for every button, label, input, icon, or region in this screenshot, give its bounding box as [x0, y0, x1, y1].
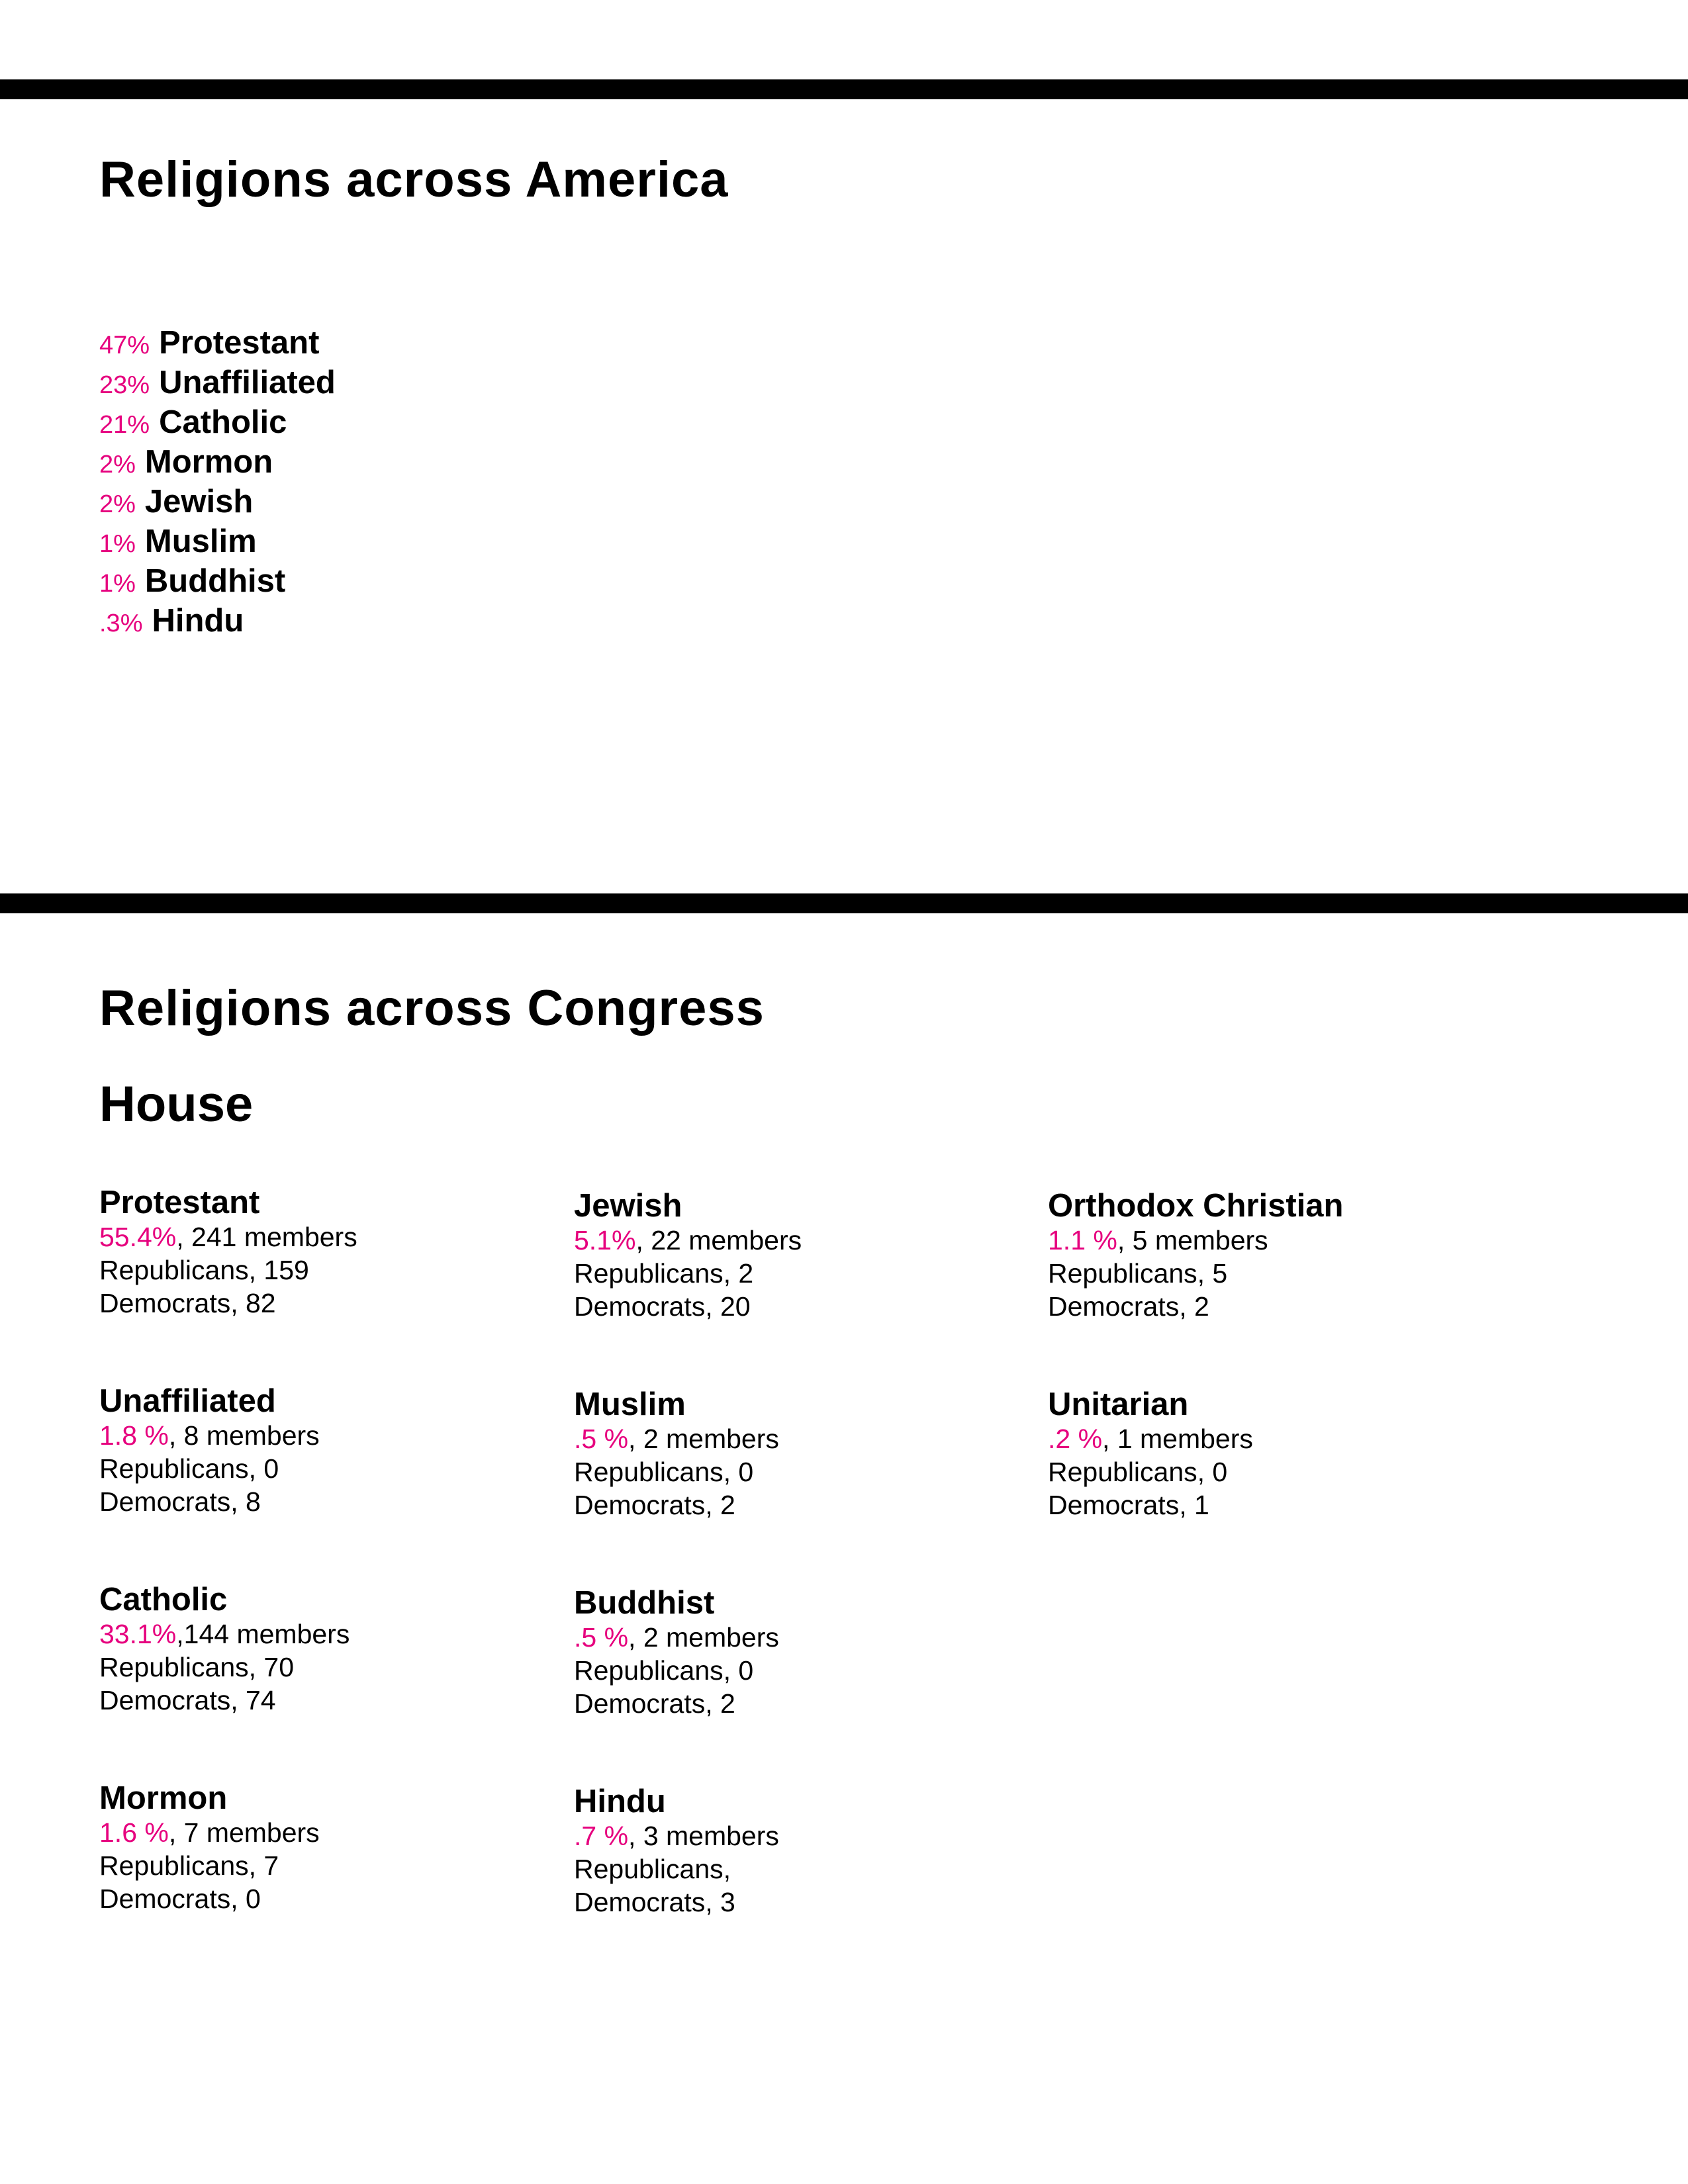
religion-name: Protestant [159, 325, 320, 361]
democrats-count: Democrats, 2 [574, 1688, 735, 1719]
religion-entry-catholic [99, 1582, 549, 1780]
religion-name: Catholic [99, 1582, 228, 1617]
list-item [99, 402, 336, 442]
religion-name: Hindu [152, 603, 244, 639]
religion-name: Orthodox Christian [1048, 1188, 1344, 1224]
members-count: , 3 members [628, 1821, 779, 1851]
percent-label: 1.6 % [99, 1817, 169, 1848]
congress-title: Religions across Congress [99, 980, 765, 1036]
members-count: ,144 members [176, 1619, 350, 1649]
republicans-count: Republicans, 159 [99, 1255, 309, 1285]
republicans-count: Republicans, 7 [99, 1850, 279, 1881]
share-line [99, 1220, 549, 1253]
religion-name: Muslim [574, 1387, 686, 1422]
religion-name: Catholic [159, 404, 287, 440]
religion-name: Hindu [574, 1784, 666, 1819]
share-line [574, 1422, 1024, 1455]
section-divider-rule [0, 893, 1688, 913]
democrats-count: Democrats, 2 [574, 1490, 735, 1520]
religion-name: Muslim [144, 523, 257, 559]
religion-entry-protestant [99, 1185, 549, 1383]
percent-label: .5 % [574, 1424, 629, 1454]
democrats-count: Democrats, 2 [1048, 1291, 1209, 1322]
religion-name: Unaffiliated [159, 365, 336, 400]
republicans-count: Republicans, 0 [1048, 1457, 1228, 1487]
percent-label: .3% [99, 610, 143, 637]
religion-name: Mormon [99, 1780, 228, 1816]
religion-name: Jewish [144, 484, 254, 520]
republicans-count: Republicans, 0 [574, 1655, 754, 1686]
democrats-count: Democrats, 3 [574, 1887, 735, 1917]
percent-label: 1.1 % [1048, 1225, 1117, 1255]
list-item [99, 323, 336, 363]
house-subtitle: House [99, 1076, 254, 1132]
members-count: , 22 members [635, 1225, 802, 1255]
share-line [1048, 1224, 1498, 1257]
religion-name: Buddhist [144, 563, 286, 599]
house-column-1 [99, 1185, 549, 1979]
percent-label: 21% [99, 411, 150, 439]
share-line [99, 1816, 549, 1849]
percent-label: 1% [99, 570, 136, 598]
share-line [574, 1224, 1024, 1257]
list-item [99, 442, 336, 482]
percent-label: 33.1% [99, 1619, 177, 1649]
percent-label: 5.1% [574, 1225, 636, 1255]
religion-name: Unitarian [1048, 1387, 1189, 1422]
share-line [99, 1617, 549, 1651]
share-line [574, 1819, 1024, 1852]
republicans-count: Republicans, 5 [1048, 1258, 1228, 1289]
members-count: , 1 members [1102, 1424, 1253, 1454]
democrats-count: Democrats, 82 [99, 1288, 276, 1318]
percent-label: 2% [99, 451, 136, 478]
religion-name: Mormon [144, 444, 273, 480]
share-line [99, 1419, 549, 1452]
top-divider-rule [0, 79, 1688, 99]
share-line [1048, 1422, 1498, 1455]
house-column-3 [1048, 1188, 1498, 1585]
republicans-count: Republicans, 0 [99, 1453, 279, 1484]
percent-label: 23% [99, 371, 150, 399]
democrats-count: Democrats, 8 [99, 1486, 261, 1517]
members-count: , 2 members [628, 1424, 779, 1454]
religion-entry-hindu [574, 1784, 1024, 1982]
list-item [99, 601, 336, 641]
democrats-count: Democrats, 0 [99, 1884, 261, 1914]
republicans-count: Republicans, 2 [574, 1258, 754, 1289]
religion-entry-buddhist [574, 1585, 1024, 1784]
religion-entry-unaffiliated [99, 1383, 549, 1582]
republicans-count: Republicans, 0 [574, 1457, 754, 1487]
democrats-count: Democrats, 74 [99, 1685, 276, 1715]
percent-label: .5 % [574, 1622, 629, 1653]
percent-label: 1.8 % [99, 1420, 169, 1451]
members-count: , 2 members [628, 1622, 779, 1653]
percent-label: 55.4% [99, 1222, 177, 1252]
republicans-count: Republicans, 70 [99, 1652, 295, 1682]
america-title: Religions across America [99, 152, 729, 208]
percent-label: 2% [99, 490, 136, 518]
list-item [99, 363, 336, 402]
list-item [99, 482, 336, 522]
religion-entry-jewish [574, 1188, 1024, 1387]
percent-label: .7 % [574, 1821, 629, 1851]
religion-entry-muslim [574, 1387, 1024, 1585]
religion-name: Protestant [99, 1185, 260, 1220]
religion-name: Unaffiliated [99, 1383, 276, 1419]
members-count: , 8 members [168, 1420, 320, 1451]
members-count: , 241 members [176, 1222, 357, 1252]
house-column-2 [574, 1188, 1024, 1982]
members-count: , 7 members [168, 1817, 320, 1848]
democrats-count: Democrats, 20 [574, 1291, 751, 1322]
religion-entry-orthodox-christian [1048, 1188, 1498, 1387]
percent-label: 1% [99, 530, 136, 558]
republicans-count: Republicans, [574, 1854, 731, 1884]
members-count: , 5 members [1117, 1225, 1268, 1255]
share-line [574, 1621, 1024, 1654]
percent-label: .2 % [1048, 1424, 1103, 1454]
religion-entry-mormon [99, 1780, 549, 1979]
religion-entry-unitarian [1048, 1387, 1498, 1585]
religion-name: Buddhist [574, 1585, 715, 1621]
list-item [99, 522, 336, 561]
america-religion-list [99, 323, 336, 641]
democrats-count: Democrats, 1 [1048, 1490, 1209, 1520]
list-item [99, 561, 336, 601]
religion-name: Jewish [574, 1188, 682, 1224]
percent-label: 47% [99, 332, 150, 359]
